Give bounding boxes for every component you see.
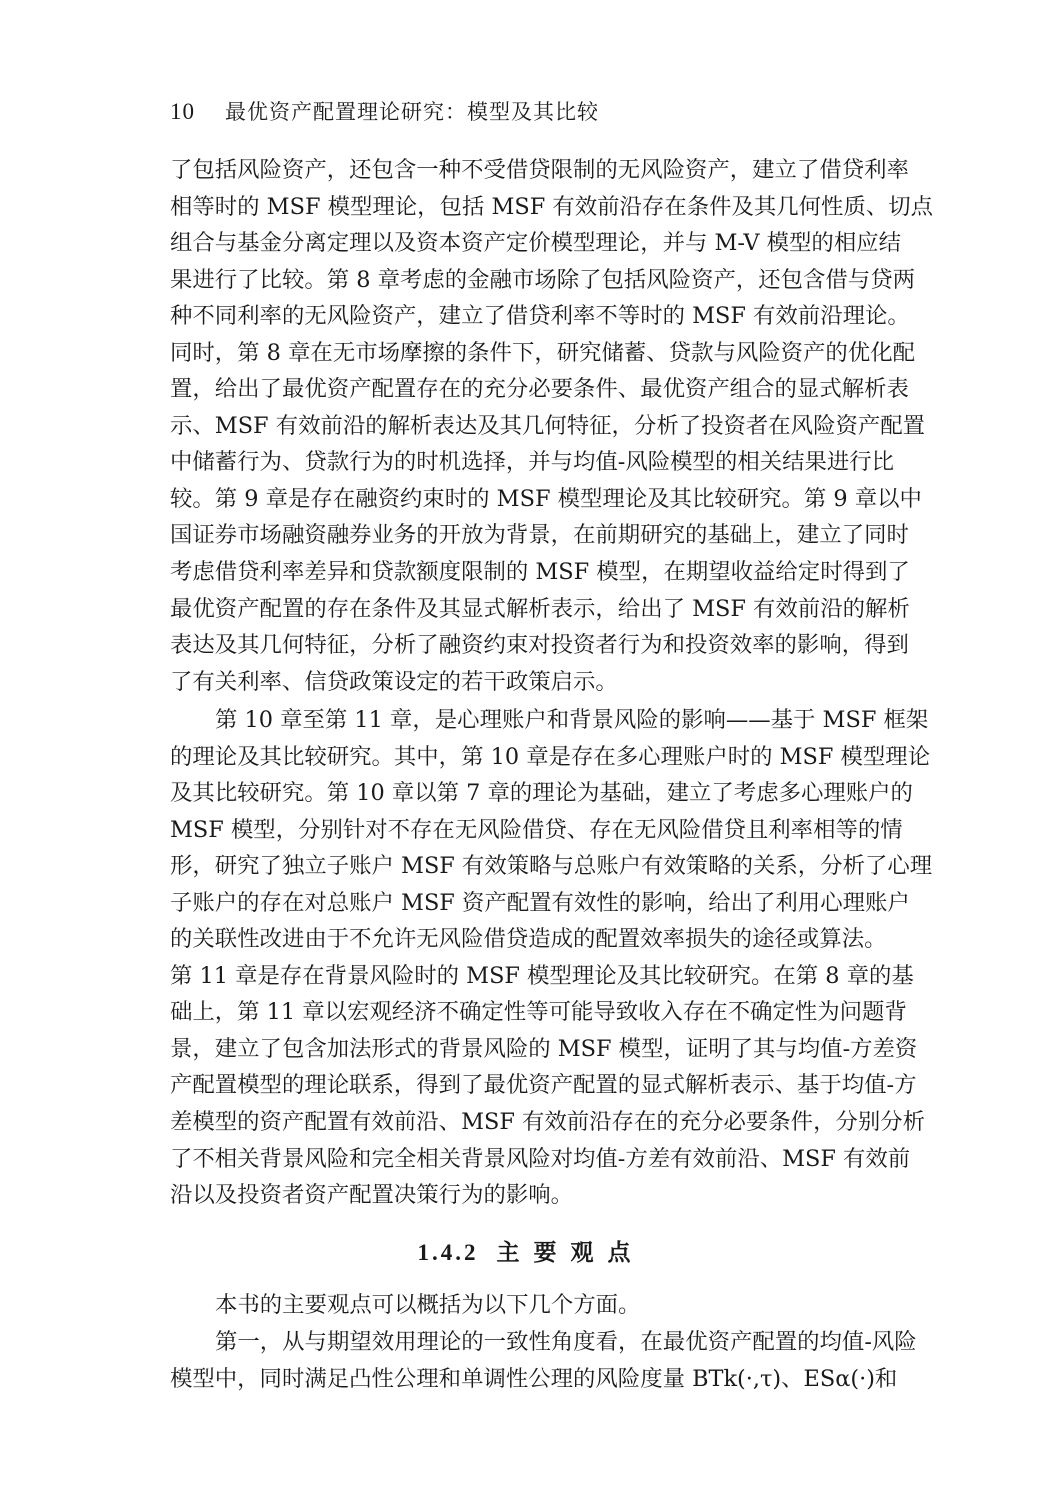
paragraph-4 — [170, 1324, 917, 1397]
paragraph-3 — [170, 1287, 886, 1324]
text-line: 产配置模型的理论联系，得到了最优资产配置的显式解析表示、基于均值-方 — [170, 1072, 917, 1099]
section-title: 主 要 观 点 — [496, 1239, 634, 1266]
text-line: 第一，从与期望效用理论的一致性角度看，在最优资产配置的均值-风险 — [215, 1329, 917, 1355]
paragraph-2 — [170, 702, 933, 1214]
text-line: 第 10 章至第 11 章，是心理账户和背景风险的影响——基于 MSF 框架 — [215, 707, 929, 733]
text-line: 果进行了比较。第 8 章考虑的金融市场除了包括风险资产，还包含借与贷两 — [170, 266, 915, 293]
text-line: 置，给出了最优资产配置存在的充分必要条件、最优资产组合的显式解析表 — [170, 376, 909, 403]
text-line: 表达及其几何特征，分析了融资约束对投资者行为和投资效率的影响，得到 — [170, 632, 909, 659]
text-line: 及其比较研究。第 10 章以第 7 章的理论为基础，建立了考虑多心理账户的 — [170, 780, 913, 807]
running-header — [170, 96, 599, 126]
text-line: 的关联性改进由于不允许无风险借贷造成的配置效率损失的途径或算法。 — [170, 926, 887, 953]
text-line: 示、MSF 有效前沿的解析表达及其几何特征，分析了投资者在风险资产配置 — [170, 412, 926, 439]
text-line: 差模型的资产配置有效前沿、MSF 有效前沿存在的充分必要条件，分别分析 — [170, 1109, 926, 1136]
text-line: MSF 模型，分别针对不存在无风险借贷、存在无风险借贷且利率相等的情 — [170, 816, 903, 843]
text-line: 第 11 章是存在背景风险时的 MSF 模型理论及其比较研究。在第 8 章的基 — [170, 962, 914, 989]
text-line: 子账户的存在对总账户 MSF 资产配置有效性的影响，给出了利用心理账户 — [170, 889, 910, 916]
paragraph-1 — [170, 152, 934, 700]
text-line: 础上，第 11 章以宏观经济不确定性等可能导致收入存在不确定性为问题背 — [170, 999, 907, 1026]
text-line: 中储蓄行为、贷款行为的时机选择，并与均值-风险模型的相关结果进行比 — [170, 449, 895, 476]
text-line: 本书的主要观点可以概括为以下几个方面。 — [215, 1292, 641, 1318]
text-line: 同时，第 8 章在无市场摩擦的条件下，研究储蓄、贷款与风险资产的优化配 — [170, 339, 915, 366]
text-line: 最优资产配置的存在条件及其显式解析表示，给出了 MSF 有效前沿的解析 — [170, 595, 910, 622]
text-line: 模型中，同时满足凸性公理和单调性公理的风险度量 BTk(·,τ)、ESα(·)和 — [170, 1365, 898, 1392]
section-number: 1.4.2 — [417, 1240, 479, 1265]
text-line: 组合与基金分离定理以及资本资产定价模型理论，并与 M-V 模型的相应结 — [170, 230, 901, 257]
text-line: 了包括风险资产，还包含一种不受借贷限制的无风险资产，建立了借贷利率 — [170, 157, 909, 183]
text-line: 国证券市场融资融券业务的开放为背景，在前期研究的基础上，建立了同时 — [170, 522, 909, 549]
text-line: 相等时的 MSF 模型理论，包括 MSF 有效前沿存在条件及其几何性质、切点 — [170, 193, 934, 220]
text-line: 了有关利率、信贷政策设定的若干政策启示。 — [170, 668, 618, 695]
page-number: 10 — [170, 99, 195, 124]
book-title: 最优资产配置理论研究：模型及其比较 — [225, 100, 599, 124]
text-line: 较。第 9 章是存在融资约束时的 MSF 模型理论及其比较研究。第 9 章以中 — [170, 485, 922, 512]
text-line: 的理论及其比较研究。其中，第 10 章是存在多心理账户时的 MSF 模型理论 — [170, 743, 931, 770]
text-line: 景，建立了包含加法形式的背景风险的 MSF 模型，证明了其与均值-方差资 — [170, 1035, 918, 1062]
text-line: 沿以及投资者资产配置决策行为的影响。 — [170, 1182, 574, 1209]
text-line: 形，研究了独立子账户 MSF 有效策略与总账户有效策略的关系，分析了心理 — [170, 853, 933, 880]
text-line: 了不相关背景风险和完全相关背景风险对均值-方差有效前沿、MSF 有效前 — [170, 1145, 911, 1172]
text-line: 种不同利率的无风险资产，建立了借贷利率不等时的 MSF 有效前沿理论。 — [170, 303, 910, 330]
section-heading — [0, 1234, 1051, 1267]
text-line: 考虑借贷利率差异和贷款额度限制的 MSF 模型，在期望收益给定时得到了 — [170, 559, 910, 586]
